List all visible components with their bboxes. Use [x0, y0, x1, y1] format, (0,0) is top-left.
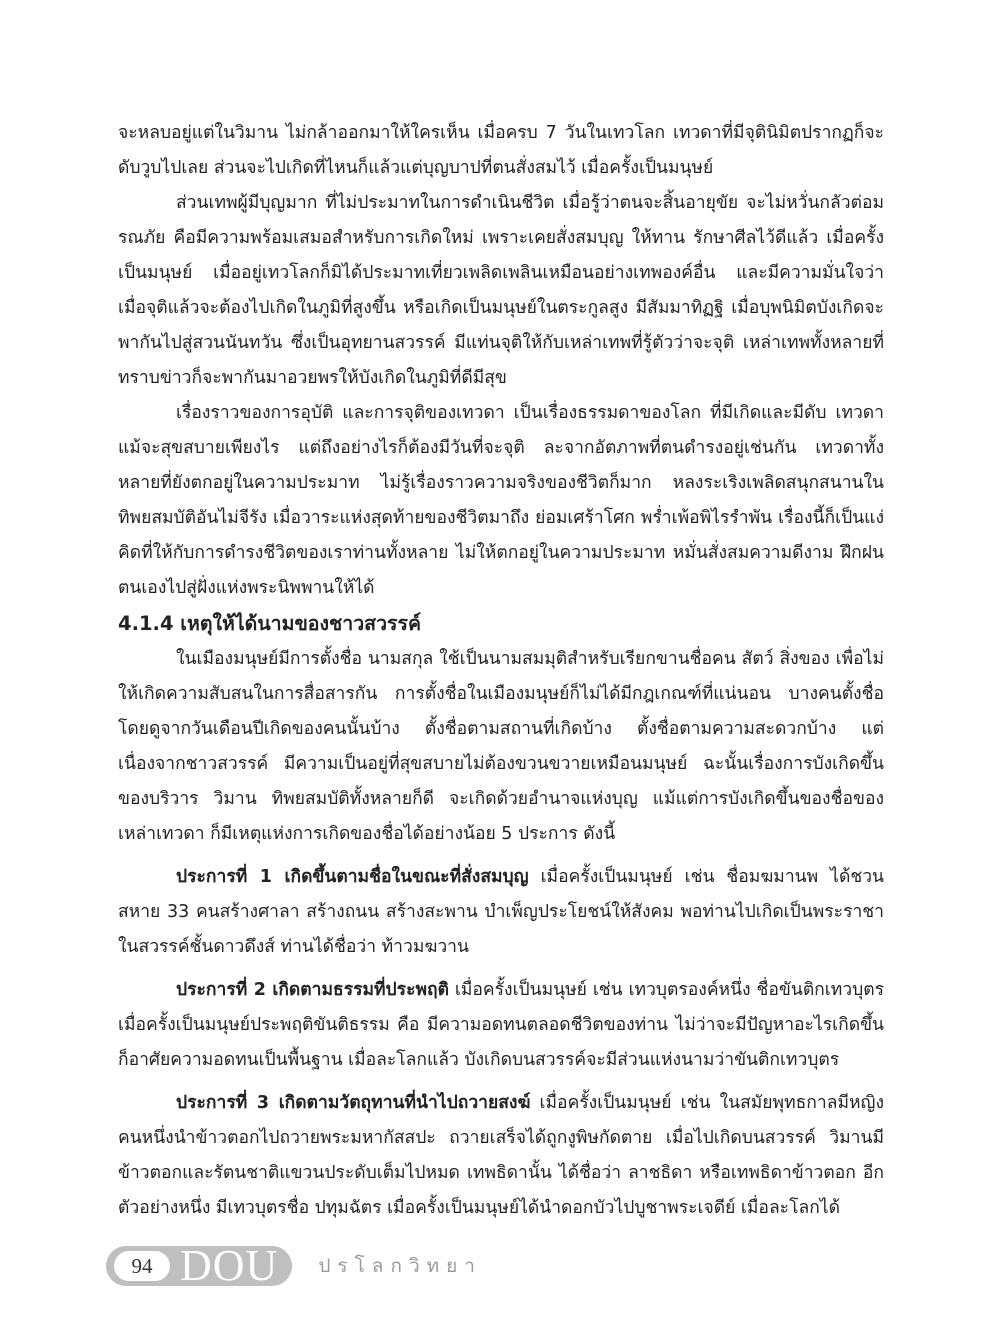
- reason-3: [118, 1086, 884, 1226]
- reason-2-title: ประการที่ 2 เกิดตามธรรมที่ประพฤติ: [176, 980, 449, 1000]
- reason-3-text: เมื่อครั้งเป็นมนุษย์ เช่น ในสมัยพุทธกาลมีหญิงคนหนึ่งนำข้าวตอกไปถวายพระมหากัสสปะ ถวายเสร็จได้ถูกงูพิษกัดตาย เมื่อไปเกิดบนสวรรค์ วิมานมีข้าวตอกและรัตนชาติแขวนประดับเต็มไปหมด เทพธิดานั้น ได้ชื่อว่า ลาชธิดา หรือเทพธิดาข้าวตอก อีกตัวอย่างหนึ่ง มีเทวบุตรชื่อ ปทุมฉัตร เมื่อครั้งเป็นมนุษย์ได้นำดอกบัวไปบูชาพระเจดีย์ เมื่อละโลกได้: [118, 1093, 884, 1218]
- reason-3-title: ประการที่ 3 เกิดตามวัตถุทานที่นำไปถวายสงฆ์: [176, 1093, 531, 1113]
- paragraph-meritorious-deities: ส่วนเทพผู้มีบุญมาก ที่ไม่ประมาทในการดำเนินชีวิต เมื่อรู้ว่าตนจะสิ้นอายุขัย จะไม่หวั่นกลัวต่อมรณภัย คือมีความพร้อมเสมอสำหรับการเกิดใหม่ เพราะเคยสั่งสมบุญ ให้ทาน รักษาศีลไว้ดีแล้ว เมื่อครั้งเป็นมนุษย์ เมื่ออยู่เทวโลกก็มิได้ประมาทเที่ยวเพลิดเพลินเหมือนอย่างเทพองค์อื่น และมีความมั่นใจว่า เมื่อจุติแล้วจะต้องไปเกิดในภูมิที่สูงขึ้น หรือเกิดเป็นมนุษย์ในตระกูลสูง มีสัมมาทิฏฐิ เมื่อบุพนิมิตบังเกิดจะพากันไปสู่สวนนันทวัน ซึ่งเป็นอุทยานสวรรค์ มีแท่นจุติให้กับเหล่าเทพที่รู้ตัวว่าจะจุติ เหล่าเทพทั้งหลายที่ทราบข่าวก็จะพากันมาอวยพรให้บังเกิดในภูมิที่ดีมีสุข: [118, 193, 884, 388]
- footer-badge: [106, 1241, 292, 1290]
- page-body: [118, 116, 884, 1226]
- paragraph-naming: ในเมืองมนุษย์มีการตั้งชื่อ นามสกุล ใช้เป็นนามสมมุติสำหรับเรียกขานชื่อคน สัตว์ สิ่งของ เพื่อไม่ให้เกิดความสับสนในการสื่อสารกัน การตั้งชื่อในเมืองมนุษย์ก็ไม่ได้มีกฎเกณฑ์ที่แน่นอน บางคนตั้งชื่อโดยดูจากวันเดือนปีเกิดของคนนั้นบ้าง ตั้งชื่อตามสถานที่เกิดบ้าง ตั้งชื่อตามความสะดวกบ้าง แต่เนื่องจากชาวสวรรค์ มีความเป็นอยู่ที่สุขสบายไม่ต้องขวนขวายเหมือนมนุษย์ ฉะนั้นเรื่องการบังเกิดขึ้นของบริวาร วิมาน ทิพยสมบัติทั้งหลายก็ดี จะเกิดด้วยอำนาจแห่งบุญ แม้แต่การบังเกิดขึ้นของชื่อของเหล่าเทวดา ก็มีเหตุแห่งการเกิดของชื่อได้อย่างน้อย 5 ประการ ดังนี้: [118, 649, 884, 844]
- section-heading: 4.1.4 เหตุให้ได้นามของชาวสวรรค์: [118, 612, 422, 635]
- paragraph-continued: จะหลบอยู่แต่ในวิมาน ไม่กล้าออกมาให้ใครเห็น เมื่อครบ 7 วันในเทวโลก เทวดาที่มีจุตินิมิตปรากฏก็จะดับวูบไปเลย ส่วนจะไปเกิดที่ไหนก็แล้วแต่บุญบาปที่ตนสั่งสมไว้ เมื่อครั้งเป็นมนุษย์: [118, 123, 884, 178]
- reason-1-text: เมื่อครั้งเป็นมนุษย์ เช่น ชื่อมฆมานพ ได้ชวนสหาย 33 คนสร้างศาลา สร้างถนน สร้างสะพาน บำเพ็ญประโยชน์ให้สังคม พอท่านไปเกิดเป็นพระราชาในสวรรค์ชั้นดาวดึงส์ ท่านได้ชื่อว่า ท้าวมฆวาน: [118, 867, 884, 957]
- reason-2-text: เมื่อครั้งเป็นมนุษย์ เช่น เทวบุตรองค์หนึ่ง ชื่อขันติกเทวบุตร เมื่อครั้งเป็นมนุษย์ประพฤติขันติธรรม คือ มีความอดทนตลอดชีวิตของท่าน ไม่ว่าจะมีปัญหาอะไรเกิดขึ้น ก็อาศัยความอดทนเป็นพื้นฐาน เมื่อละโลกแล้ว บังเกิดบนสวรรค์จะมีส่วนแห่งนามว่าขันติกเทวบุตร: [118, 980, 884, 1070]
- paragraph-rebirth-and-death: เรื่องราวของการอุบัติ และการจุติของเทวดา เป็นเรื่องธรรมดาของโลก ที่มีเกิดและมีดับ เทวดาแม้จะสุขสบายเพียงไร แต่ถึงอย่างไรก็ต้องมีวันที่จะจุติ ละจากอัตภาพที่ตนดำรงอยู่เช่นกัน เทวดาทั้งหลายที่ยังตกอยู่ในความประมาท ไม่รู้เรื่องราวความจริงของชีวิตก็มาก หลงระเริงเพลิดสนุกสนานในทิพยสมบัติอันไม่จีรัง เมื่อวาระแห่งสุดท้ายของชีวิตมาถึง ย่อมเศร้าโศก พร่ำเพ้อพิไรรำพัน เรื่องนี้ก็เป็นแง่คิดที่ให้กับการดำรงชีวิตของเราท่านทั้งหลาย ไม่ให้ตกอยู่ในความประมาท หมั่นสั่งสมความดีงาม ฝึกฝนตนเองไปสู่ฝั่งแห่งพระนิพพานให้ได้: [118, 403, 884, 598]
- page-footer: [106, 1243, 482, 1289]
- page-number: 94: [114, 1251, 170, 1281]
- reason-1-title: ประการที่ 1 เกิดขึ้นตามชื่อในขณะที่สั่งสมบุญ: [176, 867, 529, 887]
- reason-2: [118, 973, 884, 1078]
- course-title: ปรโลกวิทยา: [318, 1255, 482, 1277]
- dou-logo: DOU: [180, 1241, 279, 1290]
- reason-1: [118, 860, 884, 965]
